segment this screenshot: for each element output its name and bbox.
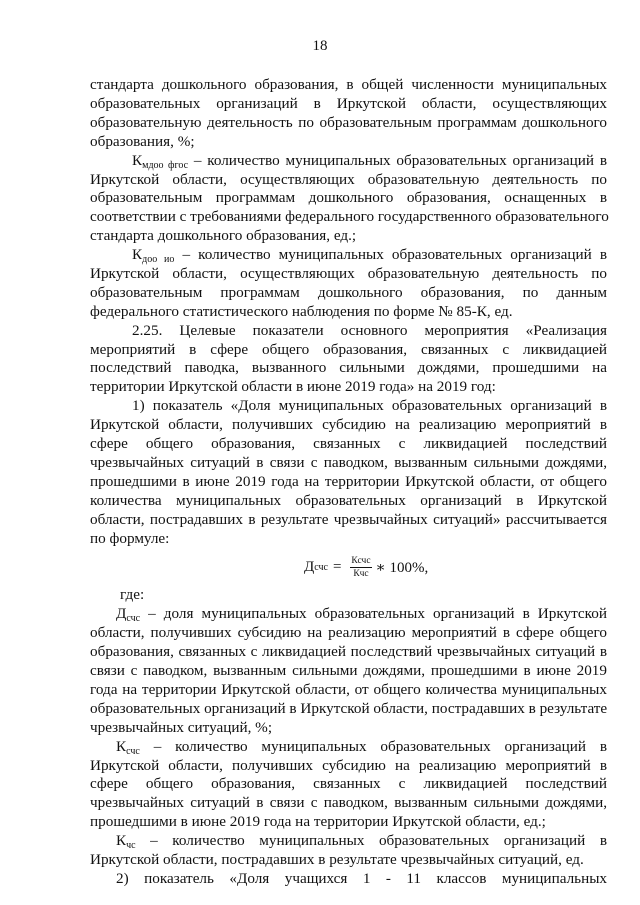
text-line: образовательным программам дошкольного образования, оснащенных в (90, 189, 607, 206)
text-line: Иркутской области, осуществляющих образовательную деятельность по (90, 171, 607, 188)
definition-line: $К_{чс}$ – количество муниципальных образовательных организаций в (116, 832, 607, 851)
text-line: прошедшими в июне 2019 года на территории Иркутской области, от общего (90, 473, 607, 490)
text-line: сфере общего образования, связанных с ликвидацией последствий (90, 775, 607, 792)
text-line: образовательных организаций в Иркутской области, осуществляющих (90, 95, 607, 112)
formula: Д счс = $\frac{\text{Ксчс}}{\text{Кчс}}$ ∗ 100%, (304, 555, 429, 579)
text-line: мероприятий в сфере общего образования, связанных с ликвидацией (90, 341, 607, 358)
section-heading-line: 2.25. Целевые показатели основного мероприятия «Реализация (132, 322, 607, 339)
text-line: связи с паводком, вызванным сильными дождями, прошедшими в июне 2019 (90, 662, 607, 679)
text-line: сфере общего образования, связанных с ликвидацией последствий (90, 435, 607, 452)
text-line: количества муниципальных образовательных организаций в Иркутской (90, 492, 607, 509)
text-line: образования, %; (90, 133, 195, 150)
definition-line: $Д_{счс}$ – доля муниципальных образовательных организаций в Иркутской (116, 605, 608, 624)
text-line: стандарта дошкольного образования, ед.; (90, 227, 357, 244)
text-line: образования, связанных с ликвидацией последствий чрезвычайных ситуаций в (90, 643, 607, 660)
text-line: года на территории Иркутской области, от общего количества муниципальных (90, 681, 607, 698)
symbol-k-sch: $К_{счс}$ (116, 738, 140, 757)
definition-line: $К_{мдоо фгос}$ – количество муниципальных образовательных организаций в (132, 152, 607, 171)
symbol-d-sch: $Д_{счс}$ (116, 605, 141, 624)
definition-line: $К_{доо ио}$ – количество муниципальных образовательных организаций в (132, 246, 608, 265)
text-line: чрезвычайных ситуаций в связи с паводком, вызванным сильными дождями, (90, 454, 607, 471)
text-line: стандарта дошкольного образования, в общей численности муниципальных (90, 76, 607, 93)
text-line: по формуле: (90, 530, 170, 547)
text-line: Иркутской области, получивших субсидию на реализацию мероприятий в (90, 757, 607, 774)
text-line: федерального статистического наблюдения по форме № 85-К, ед. (90, 303, 513, 320)
text-line: образовательную деятельность по образовательным программам дошкольного (90, 114, 607, 131)
text-line: области, получивших субсидию на реализацию мероприятий в сфере общего (90, 624, 607, 641)
text-line: чрезвычайных ситуаций в связи с паводком, вызванным сильными дождями, (90, 794, 607, 811)
text-line: прошедшими в июне 2019 года на территории Иркутской области, ед.; (90, 813, 546, 830)
symbol-k-ch: $К_{чс}$ (116, 832, 136, 851)
page-number: 18 (312, 38, 328, 54)
text-line: где: (120, 586, 145, 603)
text-line: последствий паводка, вызванного сильными дождями, прошедшими на (90, 359, 607, 376)
formula-fraction: $\frac{\text{Ксчс}}{\text{Кчс}}$ (351, 555, 371, 579)
text-line: Иркутской области, получивших субсидию на реализацию мероприятий в (90, 416, 607, 433)
text-line: соответствии с требованиями федерального государственного образовательного (90, 208, 609, 225)
text-line: области, пострадавших в результате чрезвычайных ситуаций» рассчитывается (90, 511, 607, 528)
indicator-line: 1) показатель «Доля муниципальных образовательных организаций в (132, 397, 607, 414)
symbol-k-mdoo-fgos: $К_{мдоо фгос}$ (132, 152, 189, 171)
text-line: образовательных организаций в Иркутской области, пострадавших в результате (90, 700, 608, 717)
definition-line: $К_{счс}$ – количество муниципальных образовательных организаций в (116, 738, 608, 757)
text-line: Иркутской области, пострадавших в результате чрезвычайных ситуаций, ед. (90, 851, 584, 868)
indicator-line: 2) показатель «Доля учащихся 1 - 11 классов муниципальных (116, 870, 607, 887)
text-line: территории Иркутской области в июне 2019 года» на 2019 год: (90, 378, 496, 395)
symbol-k-doo-io: $К_{доо ио}$ (132, 246, 175, 265)
text-line: образовательным программам дошкольного образования, по данным (90, 284, 607, 301)
text-line: чрезвычайных ситуаций, %; (90, 719, 273, 736)
text-line: Иркутской области, осуществляющих образовательную деятельность по (90, 265, 607, 282)
